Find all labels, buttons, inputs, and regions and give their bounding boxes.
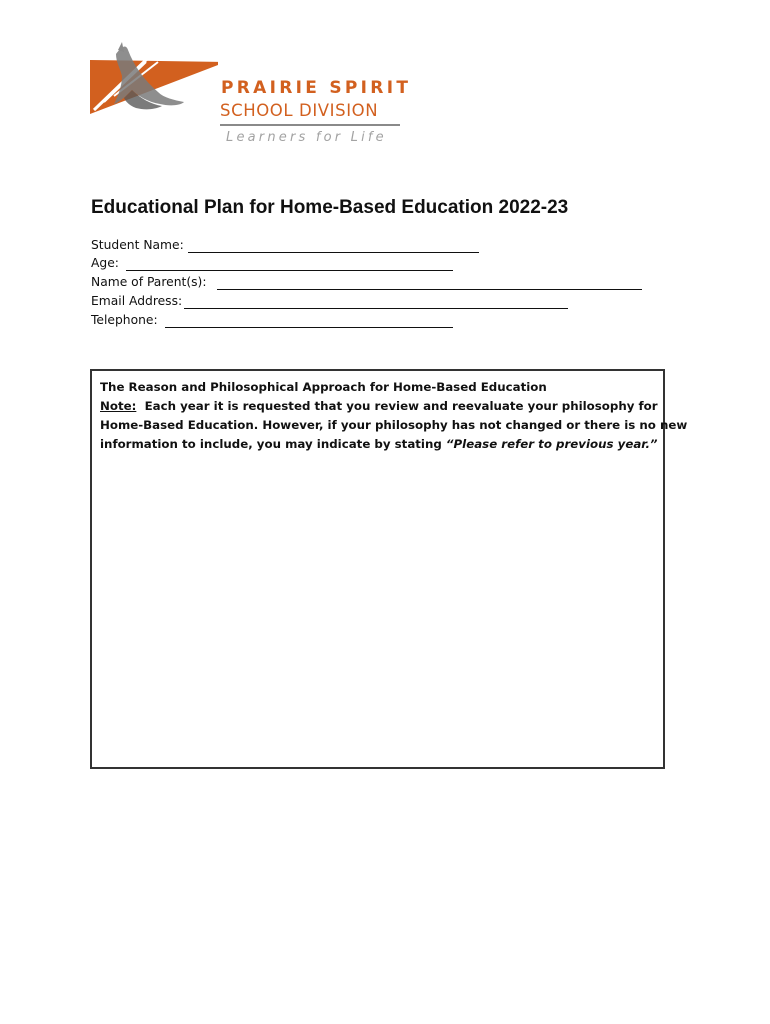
email-label: Email Address: <box>91 294 183 308</box>
logo-divider <box>220 124 400 126</box>
age-label: Age: <box>91 256 119 270</box>
philosophy-instructions <box>100 378 688 454</box>
philosophy-heading: The Reason and Philosophical Approach for Home-Based Education <box>100 380 547 394</box>
telephone-line[interactable] <box>165 327 453 328</box>
note-label: Note: <box>100 399 137 413</box>
note-line-1 <box>100 397 660 416</box>
student-name-label: Student Name: <box>91 238 184 252</box>
note-quote: “Please refer to previous year.” <box>445 437 658 451</box>
parents-line[interactable] <box>217 289 642 290</box>
school-division-logo <box>88 40 412 152</box>
eagle-triangle-icon <box>88 40 218 150</box>
note-line-3 <box>100 435 660 454</box>
parents-label: Name of Parent(s): <box>91 275 207 289</box>
age-line[interactable] <box>126 270 453 271</box>
philosophy-box[interactable] <box>90 369 688 769</box>
note-text-1: Each year it is requested that you review and reevaluate your philosophy for <box>144 399 658 413</box>
student-name-line[interactable] <box>188 252 479 253</box>
page-title: Educational Plan for Home-Based Education 2022-23 <box>91 197 569 218</box>
logo-name-line1: PRAIRIE SPIRIT <box>221 78 412 98</box>
note-text-3: information to include, you may indicate by stating <box>100 437 446 451</box>
email-line[interactable] <box>184 308 568 309</box>
note-line-2: Home-Based Education. However, if your philosophy has not changed or there is no new <box>100 418 688 432</box>
telephone-label: Telephone: <box>91 313 158 327</box>
logo-tagline: Learners for Life <box>226 130 387 145</box>
logo-name-line2: SCHOOL DIVISION <box>220 101 379 120</box>
